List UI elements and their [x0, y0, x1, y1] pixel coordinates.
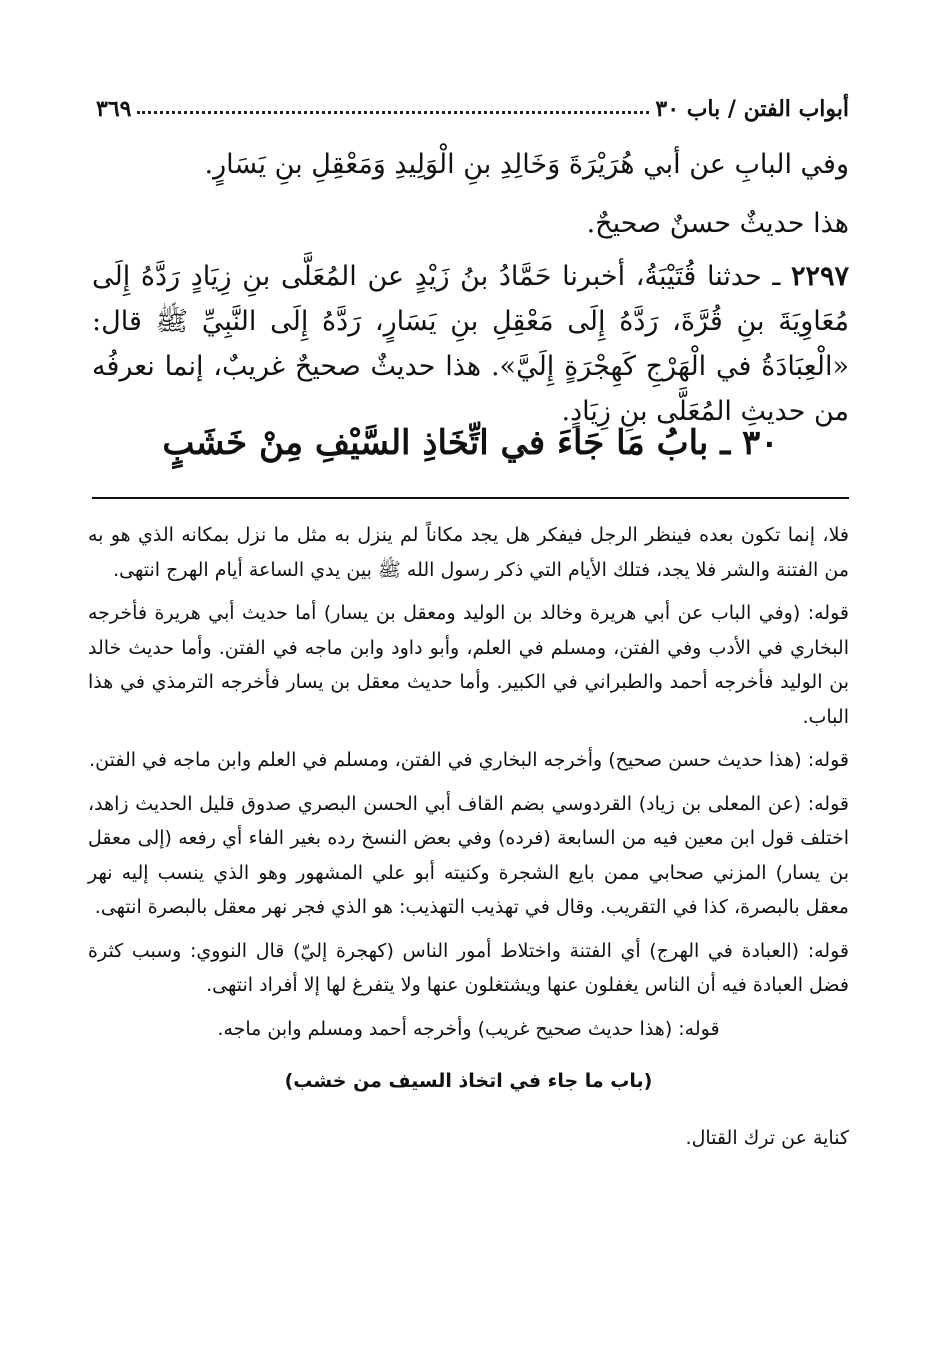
running-title: أبواب الفتن / باب ٣٠: [655, 96, 849, 122]
commentary-paragraph-2: قوله: (وفي الباب عن أبي هريرة وخالد بن الوليد ومعقل بن يسار) أما حديث أبي هريرة فأخرجه البخاري في الأدب وفي الفتن، ومسلم في العلم، وأبو داود وابن ماجه في الفتن. وأما حديث خالد بن الوليد فأخرجه أحمد والطبراني في الكبير. وأما حديث معقل بن يسار فأخرجه الترمذي في هذا الباب.: [88, 602, 849, 728]
commentary-chapter-heading: (باب ما جاء في اتخاذ السيف من خشب): [284, 1070, 653, 1092]
main-text: [92, 142, 849, 434]
commentary-paragraph-7: كناية عن ترك القتال.: [685, 1126, 849, 1149]
commentary-paragraph-5: قوله: (العبادة في الهرج) أي الفتنة واختلاط أمور الناس (كهجرة إليّ) قال النووي: وسبب كثرة فضل العبادة فيه أن الناس يغفلون عنها ويشتغلون عنها ولا يتفرغ لها إلا أفراد انتهى.: [88, 939, 849, 996]
commentary-paragraph-6: قوله: (هذا حديث صحيح غريب) وأخرجه أحمد ومسلم وابن ماجه.: [217, 1017, 720, 1040]
commentary: [88, 518, 849, 1164]
commentary-paragraph-4: قوله: (عن المعلى بن زياد) القردوسي بضم القاف أبي الحسن البصري صدوق قليل الحديث زاهد، اختلف قول ابن معين فيه من السابعة (فرده) وفي بعض النسخ رده بغير الفاء أي رفعه (إلى معقل بن يسار) المزني صحابي ممن بايع الشجرة وكنيته أبو علي المشهور وهو الذي ينسب إليه نهر معقل بالبصرة، كذا في التقريب. وقال في تهذيب التهذيب: هو الذي فجر نهر معقل بالبصرة انتهى.: [88, 792, 849, 918]
chapter-title: ٣٠ ـ بابُ مَا جَاءَ في اتِّخَاذِ السَّيْفِ مِنْ خَشَبٍ: [162, 423, 779, 463]
footnote-divider: [92, 497, 849, 499]
hadith-text: ـ حدثنا قُتَيْبَةُ، أخبرنا حَمَّادُ بنُ زَيْدٍ عن المُعَلَّى بنِ زِيَادٍ رَدَّهُ إِلَى مُعَاوِيَةَ بنِ قُرَّةَ، رَدَّهُ إِلَى مَعْقِلِ بنِ يَسَارٍ، رَدَّهُ إِلَى النَّبِيِّ ﷺ قال: «الْعِبَادَةُ في الْهَرْجِ كَهِجْرَةٍ إِلَيَّ». هذا حديثٌ صحيحٌ غريبٌ، إنما نعرفُه من حديثِ المُعَلَّى بنِ زِيَادٍ.: [92, 261, 849, 427]
page-number: ٣٦٩: [96, 96, 132, 122]
header-dotted-leader: [137, 111, 649, 114]
commentary-paragraph-1: فلا، إنما تكون بعده فينظر الرجل فيفكر هل يجد مكاناً لم ينزل به مثل ما نزل بمكانه الذي هو به من الفتنة والشر فلا يجد، فتلك الأيام التي ذكر رسول الله ﷺ بين يدي الساعة أيام الهرج انتهى.: [88, 524, 849, 581]
main-paragraph-2: هذا حديثٌ حسنٌ صحيحٌ.: [586, 208, 849, 239]
page-header: [96, 88, 849, 122]
hadith-paragraph: [92, 254, 849, 434]
hadith-number: ٢٢٩٧: [790, 261, 849, 292]
commentary-paragraph-3: قوله: (هذا حديث حسن صحيح) وأخرجه البخاري في الفتن، ومسلم في العلم وابن ماجه في الفتن.: [89, 749, 849, 771]
main-paragraph-1: وفي البابِ عن أبي هُرَيْرَةَ وَخَالِدِ بنِ الْوَلِيدِ وَمَعْقِلِ بنِ يَسَارٍ.: [204, 149, 849, 180]
